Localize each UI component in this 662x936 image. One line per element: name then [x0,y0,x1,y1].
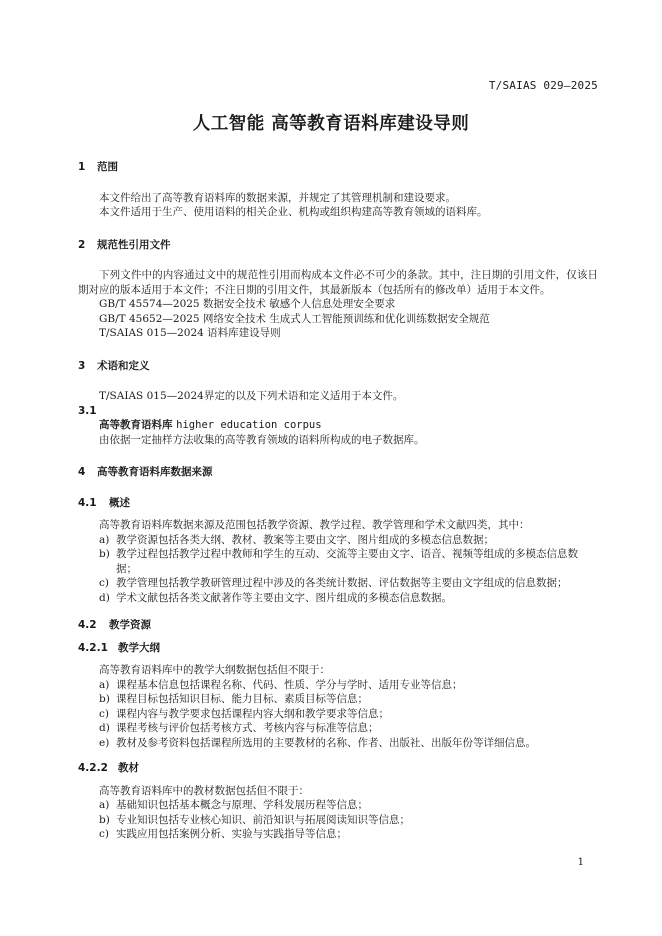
list-marker: a) [99,533,110,546]
section-number: 1 [78,161,86,173]
subsubsection-heading-textbooks [78,761,598,776]
subsection-title: 概述 [109,496,130,509]
section-heading-terms [78,359,598,374]
list-item [78,692,598,707]
section-number: 2 [78,238,86,251]
document-title: 人工智能 高等教育语料库建设导则 [192,114,470,134]
list-item [78,591,598,606]
list-item-text: 基础知识包括基本概念与原理、学科发展历程等信息； [116,799,368,811]
paragraph: 本文件适用于生产、使用语料的相关企业、机构或组织构建高等教育领域的语料库。 [99,206,488,218]
section-number: 4 [78,466,86,478]
subsection-heading-teaching-resources [78,618,598,633]
document-code: T/SAIAS 029—2025 [488,79,598,92]
list-item [78,678,598,693]
list-item-text: 课程考核与评价包括考核方式、考核内容与标准等信息； [116,722,379,734]
subsubsection-number: 4.2.2 [78,762,108,774]
subsubsection-number: 4.2.1 [78,641,108,654]
list-item [78,547,598,576]
list-item-text: 教学资源包括各类大纲、教材、教案等主要由文字、图片组成的多模态信息数据； [116,533,494,546]
paragraph: 高等教育语料库数据来源及范围包括教学资源、教学过程、教学管理和学术文献四类，其中： [99,519,530,531]
paragraph: 高等教育语料库中的教材数据包括但不限于： [99,784,309,797]
reference-item: GB/T 45574—2025 数据安全技术 敏感个人信息处理安全要求 [99,298,396,310]
section-title: 范围 [97,161,118,173]
subsection-number: 4.1 [78,496,97,509]
section-heading-normative-references [78,238,598,253]
list-marker: b) [99,813,110,826]
subsubsection-heading-syllabus [78,641,598,656]
reference-item: GB/T 45652—2025 网络安全技术 生成式人工智能预训练和优化训练数据安全规范 [99,312,490,325]
list-marker: b) [99,548,110,560]
list-marker: c) [99,707,109,720]
list-marker: d) [99,722,110,734]
list-item-text: 教学过程包括教学过程中教师和学生的互动、交流等主要由文字、语音、视频等组成的多模态信息数据； [116,548,578,575]
section-title: 高等教育语料库数据来源 [97,466,213,478]
list-item-text: 课程目标包括知识目标、能力目标、素质目标等信息； [116,693,368,705]
list-item-text: 教学管理包括教学教研管理过程中涉及的各类统计数据、评估数据等主要由文字组成的信息数据； [116,577,568,589]
list-item [78,576,598,591]
document-body [78,160,598,842]
subsection-number: 4.2 [78,619,97,631]
section-title: 术语和定义 [97,359,150,372]
list-marker: a) [99,799,110,811]
list-item [78,707,598,722]
subsection-heading-overview [78,496,598,511]
list-item [78,798,598,813]
term-number: 3.1 [78,404,97,417]
section-heading-data-sources [78,465,598,480]
list-marker: d) [99,591,110,604]
list-item-text: 课程内容与教学要求包括课程内容大纲和教学要求等信息； [116,707,389,720]
list-item [78,736,598,751]
section-title: 规范性引用文件 [97,238,171,251]
list [78,678,598,751]
subsubsection-title: 教材 [118,762,139,774]
list-item-text: 专业知识包括专业核心知识、前沿知识与拓展阅读知识等信息； [116,813,410,826]
subsubsection-title: 教学大纲 [118,641,160,654]
paragraph: 高等教育语料库中的教学大纲数据包括但不限于： [99,664,330,676]
list-marker: b) [99,693,110,705]
term-entry [78,418,598,433]
list [78,533,598,606]
list-item [78,533,598,548]
paragraph: T/SAIAS 015—2024界定的以及下列术语和定义适用于本文件。 [99,390,404,402]
reference-item: T/SAIAS 015—2024 语料库建设导则 [99,327,281,339]
page-number: 1 [577,857,584,868]
list-marker: c) [99,828,109,840]
list-item [78,813,598,828]
list-item [78,721,598,736]
term-chinese: 高等教育语料库 [99,419,173,431]
paragraph: 本文件给出了高等教育语料库的数据来源，并规定了其管理机制和建设要求。 [99,191,456,204]
list-marker: e) [99,736,110,749]
paragraph: 下列文件中的内容通过文中的规范性引用而构成本文件必不可少的条款。其中，注日期的引用文件，仅该日期对应的版本适用于本文件；不注日期的引用文件，其最新版本（包括所有的修改单）适用于本文件。 [78,269,598,296]
list-item-text: 教材及参考资料包括课程所选用的主要教材的名称、作者、出版社、出版年份等详细信息。 [116,736,536,749]
section-number: 3 [78,359,86,372]
subsection-title: 教学资源 [109,619,151,631]
list-item-text: 课程基本信息包括课程名称、代码、性质、学分与学时、适用专业等信息； [116,678,463,691]
list-item-text: 实践应用包括案例分析、实验与实践指导等信息； [116,828,347,840]
term-english: higher education corpus [176,419,322,431]
list-item-text: 学术文献包括各类文献著作等主要由文字、图片组成的多模态信息数据。 [116,591,452,604]
section-heading-scope [78,160,598,175]
list-marker: c) [99,577,109,589]
list [78,798,598,842]
list-marker: a) [99,678,110,691]
list-item [78,827,598,842]
term-definition: 由依据一定抽样方法收集的高等教育领域的语料所构成的电子数据库。 [99,433,425,446]
